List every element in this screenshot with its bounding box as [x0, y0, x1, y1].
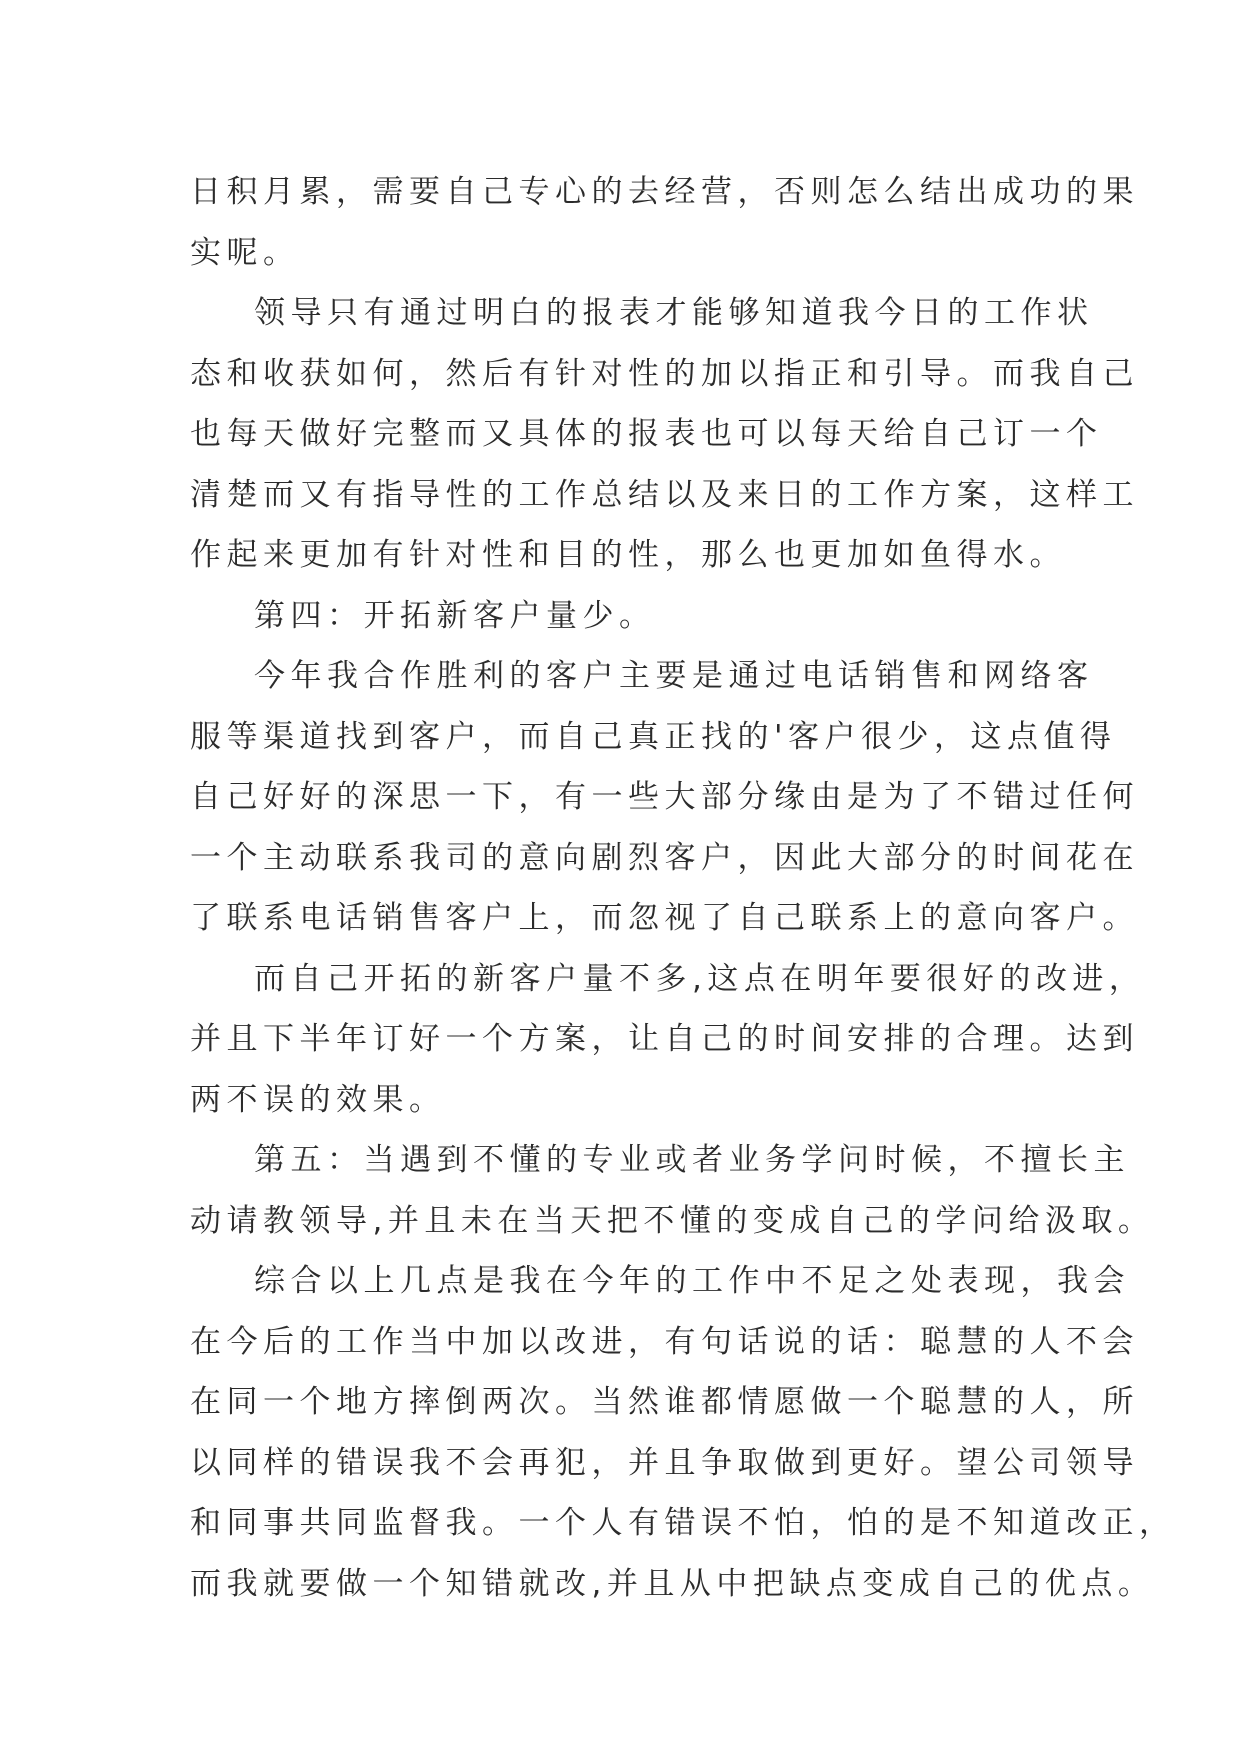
- text-line: 清楚而又有指导性的工作总结以及来日的工作方案，这样工: [190, 476, 1139, 513]
- text-line: 了联系电话销售客户上，而忽视了自己联系上的意向客户。: [190, 900, 1139, 936]
- text-line: 作起来更加有针对性和目的性，那么也更加如鱼得水。: [190, 537, 1066, 573]
- text-line: 和同事共同监督我。一个人有错误不怕，怕的是不知道改正，: [190, 1505, 1176, 1541]
- text-line: 今年我合作胜利的客户主要是通过电话销售和网络客: [254, 658, 1094, 694]
- text-line: 而自己开拓的新客户量不多,这点在明年要很好的改进，: [254, 960, 1146, 997]
- section-heading: 第五：当遇到不懂的专业或者业务学问时候，不擅长主: [254, 1142, 1130, 1178]
- text-line: 在同一个地方摔倒两次。当然谁都情愿做一个聪慧的人，所: [190, 1384, 1139, 1420]
- text-line: 一个主动联系我司的意向剧烈客户，因此大部分的时间花在: [190, 839, 1139, 876]
- text-line: 日积月累，需要自己专心的去经营，否则怎么结出成功的果: [190, 174, 1139, 210]
- text-line: 在今后的工作当中加以改进，有句话说的话：聪慧的人不会: [190, 1323, 1139, 1360]
- text-line: 自己好好的深思一下，有一些大部分缘由是为了不错过任何: [190, 779, 1139, 815]
- document-body: [190, 162, 1176, 1614]
- text-line: 服等渠道找到客户，而自己真正找的'客户很少，这点值得: [190, 718, 1117, 755]
- text-line: 实呢。: [190, 234, 300, 271]
- section-heading: 第四：开拓新客户量少。: [254, 597, 656, 634]
- text-line: 两不误的效果。: [190, 1081, 446, 1118]
- text-line: 领导只有通过明白的报表才能够知道我今日的工作状: [254, 295, 1094, 331]
- text-line: 而我就要做一个知错就改,并且从中把缺点变成自己的优点。: [190, 1565, 1155, 1602]
- text-line: 也每天做好完整而又具体的报表也可以每天给自己订一个: [190, 416, 1103, 452]
- text-line: 并且下半年订好一个方案，让自己的时间安排的合理。达到: [190, 1021, 1139, 1057]
- text-line: 动请教领导,并且未在当天把不懂的变成自己的学问给汲取。: [190, 1202, 1155, 1239]
- text-line: 态和收获如何，然后有针对性的加以指正和引导。而我自己: [190, 355, 1139, 392]
- text-line: 以同样的错误我不会再犯，并且争取做到更好。望公司领导: [190, 1444, 1139, 1481]
- text-line: 综合以上几点是我在今年的工作中不足之处表现，我会: [254, 1263, 1130, 1299]
